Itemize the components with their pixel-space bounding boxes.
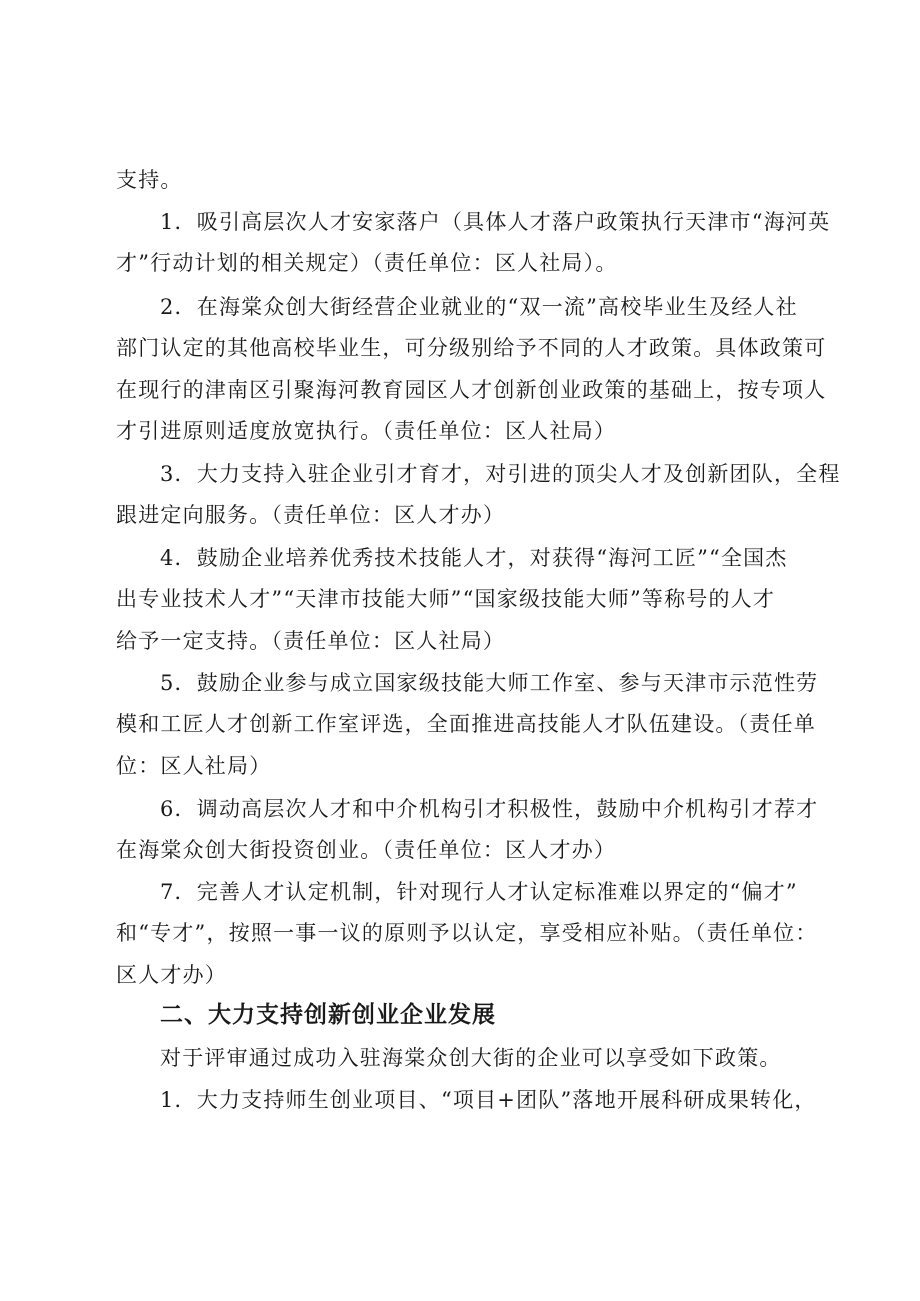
text-line: 部门认定的其他高校毕业生，可分级别给予不同的人才政策。具体政策可 <box>116 336 827 360</box>
text-line: 和“专才”，按照一事一议的原则予以认定，享受相应补贴。（责任单位： <box>116 921 818 945</box>
text-line: 1．大力支持师生创业项目、“项目+团队”落地开展科研成果转化， <box>160 1088 817 1112</box>
text-line: 7．完善人才认定机制，针对现行人才认定标准难以界定的“偏才” <box>160 880 798 904</box>
text-line: 4．鼓励企业培养优秀技术技能人才，对获得“海河工匠”“全国杰 <box>160 546 788 570</box>
text-line: 1．吸引高层次人才安家落户（具体人才落户政策执行天津市“海河英 <box>160 210 831 234</box>
text-line: 模和工匠人才创新工作室评选，全面推进高技能人才队伍建设。（责任单 <box>116 712 816 736</box>
text-line: 位：区人社局） <box>116 754 272 778</box>
text-line: 才”行动计划的相关规定）（责任单位：区人社局）。 <box>116 251 618 275</box>
section-heading: 二、大力支持创新创业企业发展 <box>160 1002 496 1028</box>
text-line: 出专业技术人才”“天津市技能大师”“国家级技能大师”等称号的人才 <box>116 587 776 611</box>
text-line: 6．调动高层次人才和中介机构引才积极性，鼓励中介机构引才荐才 <box>160 797 819 821</box>
text-line: 3．大力支持入驻企业引才育才，对引进的顶尖人才及创新团队，全程 <box>160 462 841 486</box>
section-intro: 对于评审通过成功入驻海棠众创大街的企业可以享受如下政策。 <box>160 1046 782 1070</box>
text-line: 给予一定支持。（责任单位：区人社局） <box>116 629 506 653</box>
text-line: 跟进定向服务。（责任单位：区人才办） <box>116 503 506 527</box>
text-line: 在现行的津南区引聚海河教育园区人才创新创业政策的基础上，按专项人 <box>116 378 827 402</box>
text-line: 2．在海棠众创大街经营企业就业的“双一流”高校毕业生及经人社 <box>160 295 798 319</box>
text-line: 区人才办） <box>116 963 227 987</box>
text-line: 5．鼓励企业参与成立国家级技能大师工作室、参与天津市示范性劳 <box>160 671 819 695</box>
text-line: 支持。 <box>116 168 183 192</box>
text-line: 在海棠众创大街投资创业。（责任单位：区人才办） <box>116 838 617 862</box>
text-line: 才引进原则适度放宽执行。（责任单位：区人社局） <box>116 419 617 443</box>
